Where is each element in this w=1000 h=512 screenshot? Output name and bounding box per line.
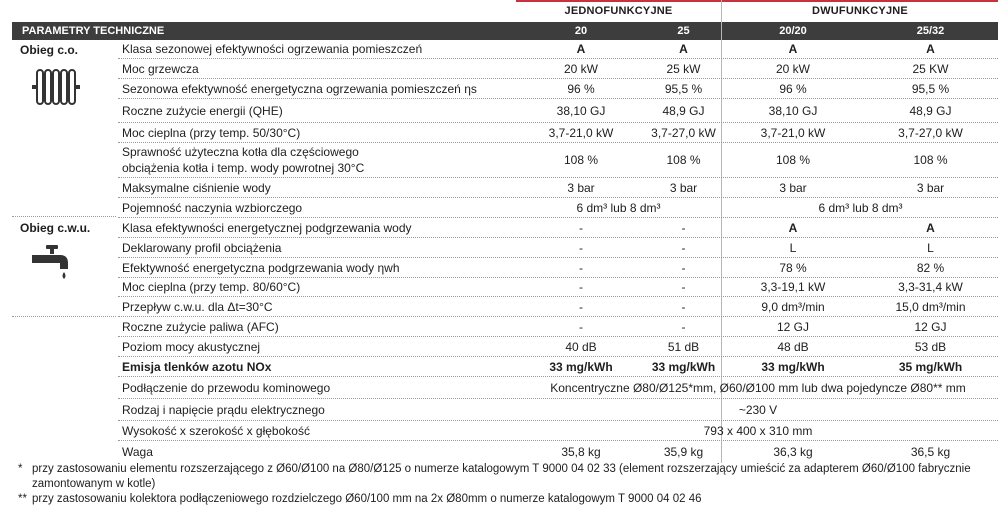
table-row: Efektywność energetyczna podgrzewania wody ηwh - - 78 % 82 % [118, 258, 998, 278]
table-title: PARAMETRY TECHNICZNE [22, 25, 165, 37]
table-row: Waga 35,8 kg 35,9 kg 36,3 kg 36,5 kg [122, 445, 951, 459]
table-row: Rodzaj i napięcie prądu elektrycznego ~230 V [118, 399, 998, 421]
col-header-25: 25 [677, 25, 690, 37]
table-row: Przepływ c.w.u. dla Δt=30°C - - 9,0 dm³/min 15,0 dm³/min [118, 297, 998, 317]
table-row: Podłączenie do przewodu kominowego Koncentryczne Ø80/Ø125*mm, Ø60/Ø100 mm lub dwa pojedyncze Ø80** mm [118, 377, 998, 399]
group-header-dual: DWUFUNKCYJNE [722, 0, 998, 20]
table-row: Roczne zużycie paliwa (AFC) - - 12 GJ 12 GJ [118, 317, 998, 337]
table-row: Pojemność naczynia wzbiorczego 6 dm³ lub 8 dm³ 6 dm³ lub 8 dm³ [118, 198, 998, 218]
table-row: Deklarowany profil obciążenia - - L L [118, 238, 998, 258]
section-label-cwu: Obieg c.w.u. [20, 221, 91, 235]
footnote: * przy zastosowaniu elementu rozszerzającego z Ø60/Ø100 na Ø80/Ø125 o numerze katalogowym T 9000 04 02 33 (element rozszerzający umieścić za adapterem Ø60/Ø100 fabrycznie zamontowanym w kotle) [18, 463, 971, 490]
table-row: Sprawność użyteczna kotła dla częściowego obciążenia kotła i temp. wody powrotnej 30°C 108 % 108 % 108 % 108 % [118, 143, 998, 178]
table-row: Roczne zużycie energii (QHE) 38,10 GJ 48,9 GJ 38,10 GJ 48,9 GJ [118, 99, 998, 123]
group-header-single: JEDNOFUNKCYJNE [516, 0, 721, 20]
table-row: Moc cieplna (przy temp. 50/30°C) 3,7-21,0 kW 3,7-27,0 kW 3,7-21,0 kW 3,7-27,0 kW [118, 123, 998, 143]
section-separator [12, 316, 116, 317]
table-row: Klasa efektywności energetycznej podgrzewania wody - - A A [118, 218, 998, 238]
table-row: Emisja tlenków azotu NOx 33 mg/kWh 33 mg/kWh 33 mg/kWh 35 mg/kWh [118, 357, 998, 377]
table-row: Sezonowa efektywność energetyczna ogrzewania pomieszczeń ηs 96 % 95,5 % 96 % 95,5 % [118, 79, 998, 99]
col-header-25-32: 25/32 [916, 25, 945, 37]
divider [721, 0, 722, 22]
radiator-icon [32, 68, 80, 106]
table-row: Poziom mocy akustycznej 40 dB 51 dB 48 dB 53 dB [118, 337, 998, 357]
footnote: ** przy zastosowaniu kolektora podłączeniowego rozdzielczego Ø60/100 mm na 2x Ø80mm o numerze katalogowym T 9000 04 02 46 [18, 493, 702, 505]
section-separator [12, 216, 116, 217]
table-row: Klasa sezonowej efektywności ogrzewania pomieszczeń A A A A [118, 40, 998, 59]
col-header-20-20: 20/20 [779, 25, 807, 37]
table-row: Wysokość x szerokość x głębokość 793 x 400 x 310 mm [118, 421, 998, 441]
table-row: Moc grzewcza 20 kW 25 kW 20 kW 25 KW [118, 59, 998, 79]
water-tap-icon [32, 245, 72, 279]
footnotes [18, 462, 993, 507]
section-label-co: Obieg c.o. [20, 43, 79, 57]
table-row: Moc cieplna (przy temp. 80/60°C) - - 3,3-19,1 kW 3,3-31,4 kW [118, 278, 998, 297]
table-row: Maksymalne ciśnienie wody 3 bar 3 bar 3 bar 3 bar [118, 178, 998, 198]
col-header-20: 20 [574, 25, 588, 37]
table-header [12, 22, 998, 40]
